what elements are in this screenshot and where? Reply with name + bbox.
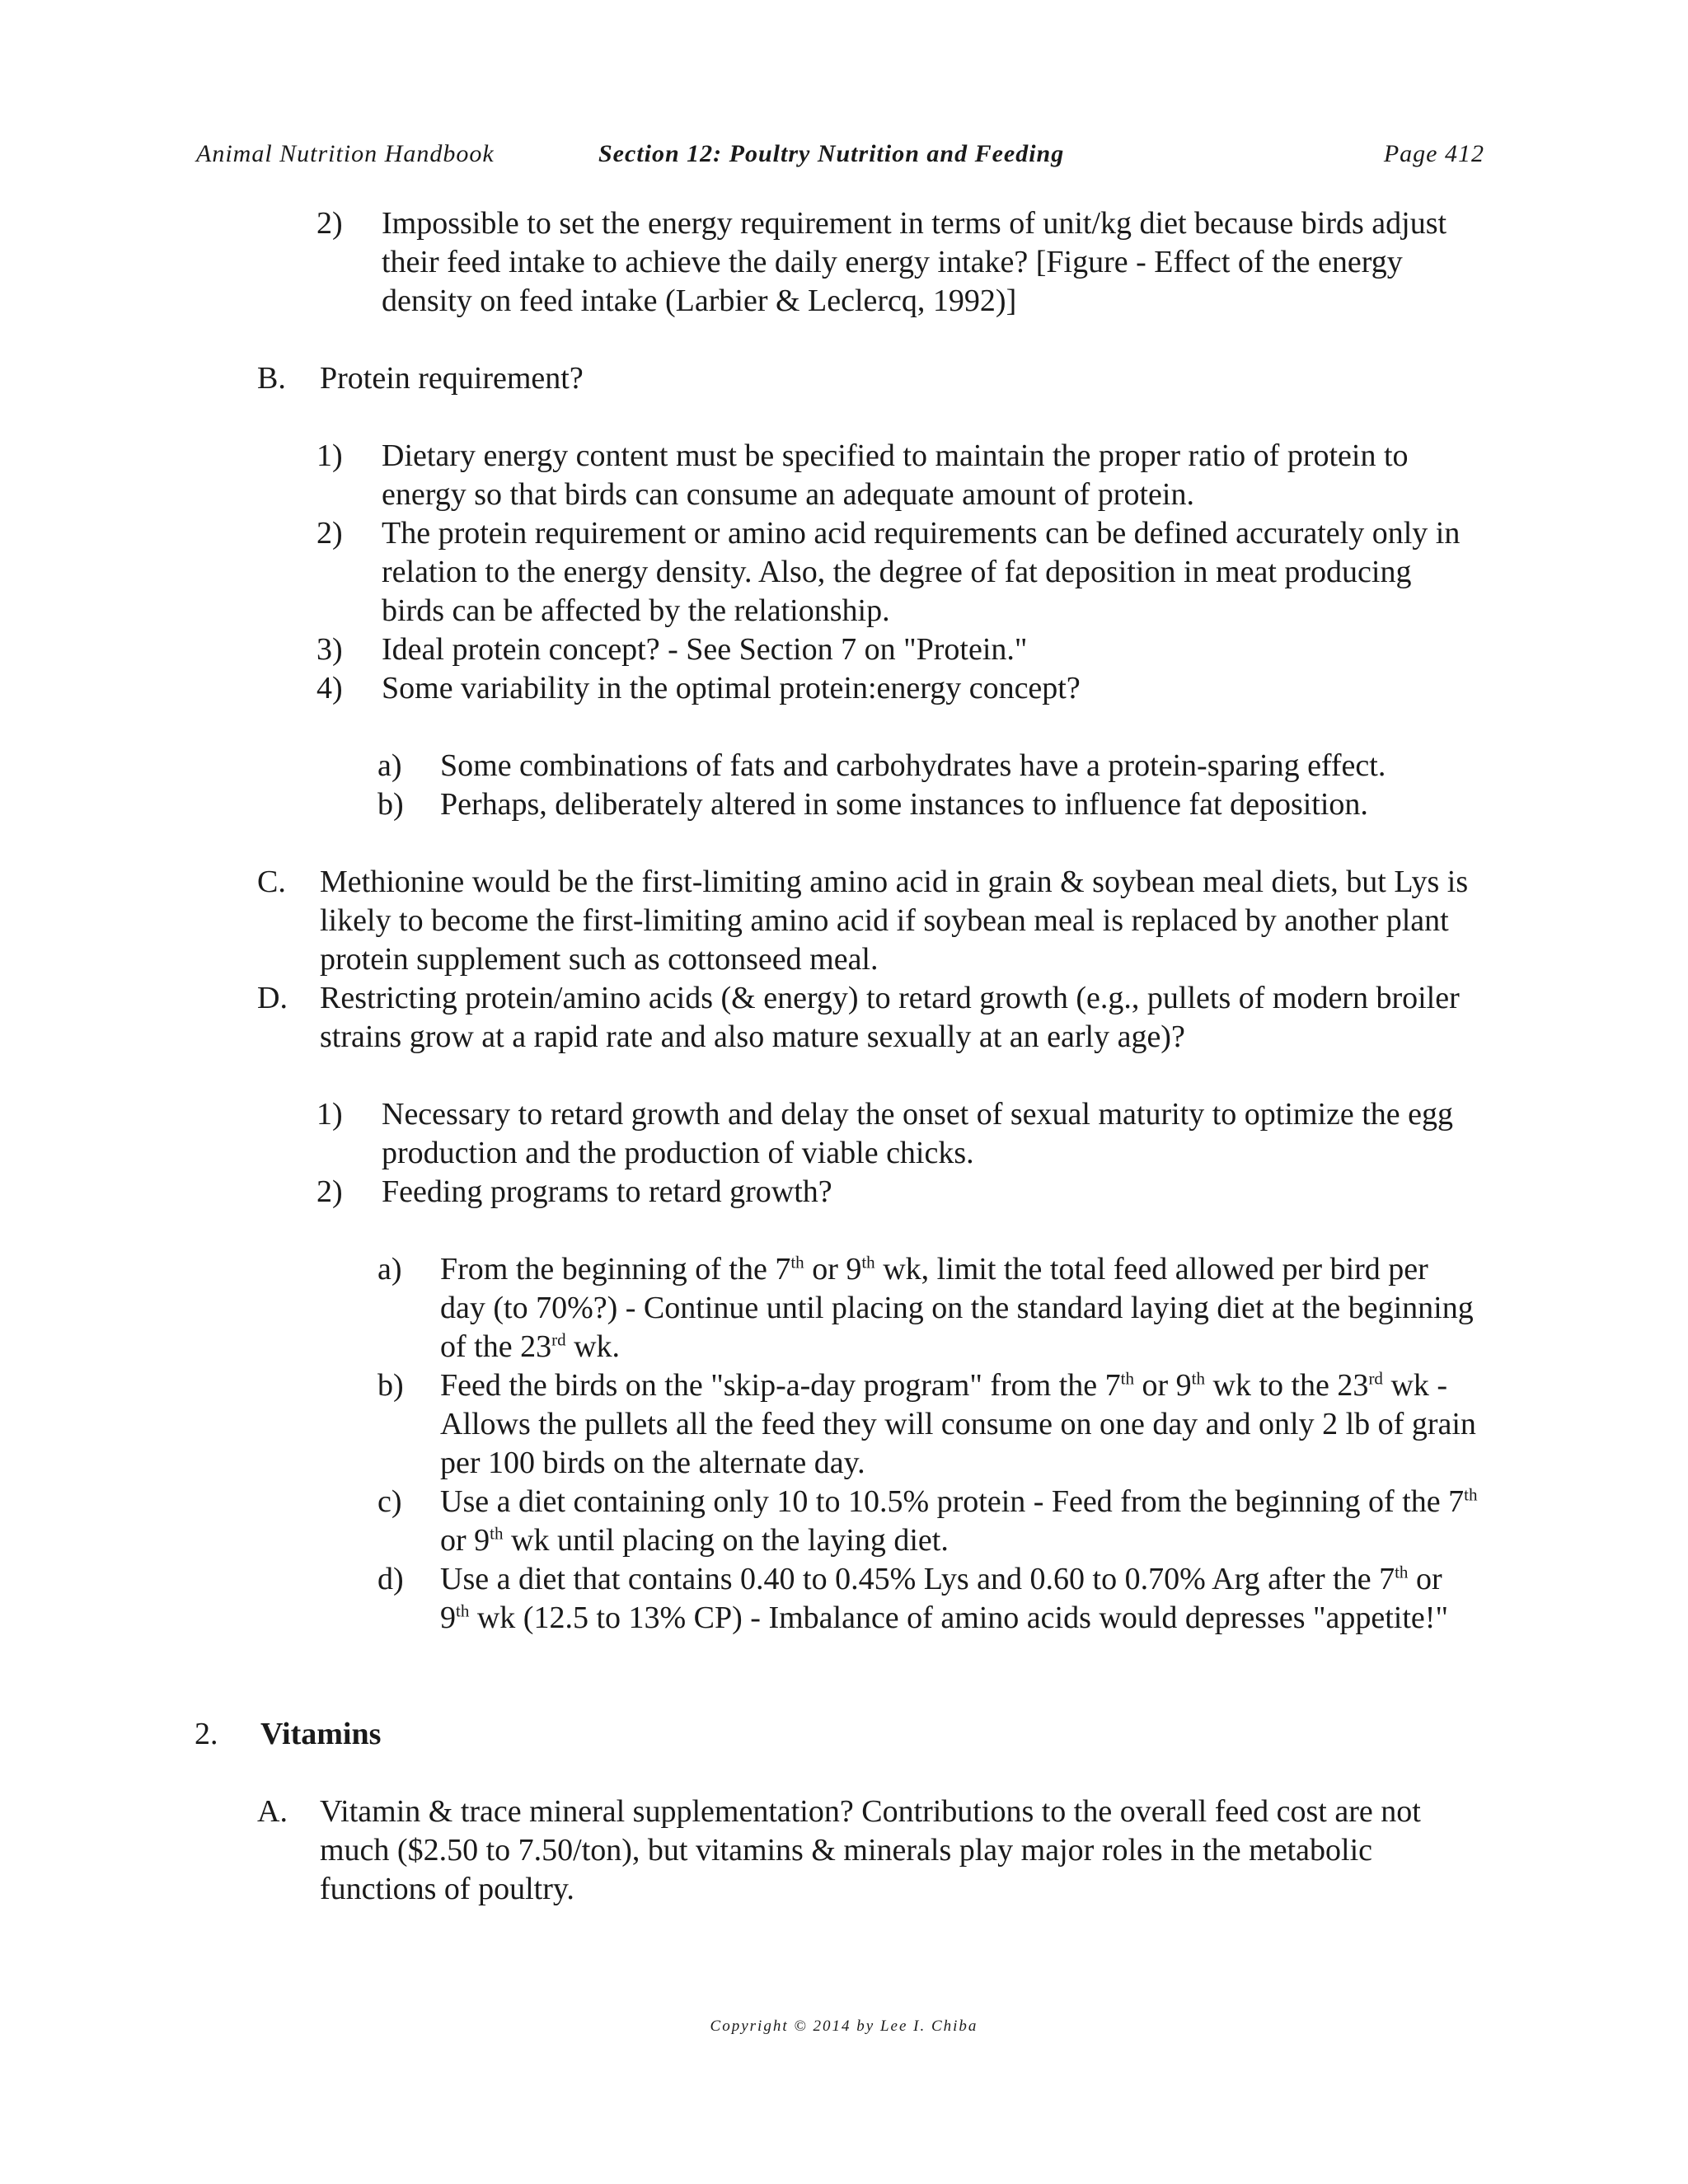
ordinal-suffix: rd (551, 1329, 566, 1350)
list-item-D1 (316, 1095, 1479, 1173)
item-marker: b) (377, 1368, 404, 1403)
item-marker: b) (377, 787, 404, 822)
list-item-D2b (377, 1366, 1479, 1483)
item-text: Feeding programs to retard growth? (382, 1174, 832, 1209)
header-book-title: Animal Nutrition Handbook (196, 140, 495, 167)
list-item-D2 (316, 1173, 1479, 1212)
item-marker: 3) (316, 632, 343, 667)
item-marker: 2) (316, 206, 343, 241)
ordinal-suffix: th (490, 1523, 504, 1544)
list-item-B4b (377, 785, 1479, 824)
item-marker: 2) (316, 516, 343, 551)
list-item-energy-2 (316, 204, 1479, 321)
list-item-D (257, 979, 1479, 1057)
item-marker: a) (377, 748, 402, 783)
ordinal-suffix: th (1395, 1562, 1409, 1582)
header-section-title: Section 12: Poultry Nutrition and Feeding (598, 140, 1065, 167)
list-item-D2a (377, 1250, 1479, 1366)
list-item-B1 (316, 437, 1479, 514)
item-marker: A. (257, 1794, 288, 1829)
item-marker: 4) (316, 671, 343, 705)
item-text: Impossible to set the energy requirement in terms of unit/kg diet because birds adjust their feed intake to achieve the daily energy intake? [Figure - Effect of the energy density on feed intake (Larbier & Leclercq, 1992)] (382, 206, 1447, 318)
item-text: Feed the birds on the "skip-a-day program" from the 7th or 9th wk to the 23rd wk - Allows the pullets all the feed they will consume on one day and only 2 lb of grain per 100 birds on the alternate day. (440, 1368, 1476, 1480)
copyright-footer: Copyright © 2014 by Lee I. Chiba (710, 2018, 978, 2035)
list-item-B4 (316, 669, 1479, 708)
item-marker: 2) (316, 1174, 343, 1209)
item-text: Use a diet that contains 0.40 to 0.45% Lys and 0.60 to 0.70% Arg after the 7th or 9th wk (12.5 to 13% CP) - Imbalance of amino acids would depresses "appetite!" (440, 1562, 1448, 1635)
item-marker: C. (257, 865, 286, 899)
ordinal-suffix: th (1464, 1484, 1478, 1505)
list-item-B3 (316, 630, 1479, 669)
list-item-VA (257, 1793, 1479, 1909)
item-text: The protein requirement or amino acid requirements can be defined accurately only in relation to the energy density. Also, the degree of fat deposition in meat producing birds can be affected by the relationship. (382, 516, 1461, 628)
item-marker: 1) (316, 438, 343, 473)
item-text: Restricting protein/amino acids (& energy) to retard growth (e.g., pullets of modern broiler strains grow at a rapid rate and also mature sexually at an early age)? (320, 981, 1460, 1054)
list-item-B2 (316, 514, 1479, 630)
item-text: Vitamin & trace mineral supplementation? Contributions to the overall feed cost are not much ($2.50 to 7.50/ton), but vitamins & minerals play major roles in the metabolic functions of poultry. (320, 1794, 1421, 1906)
item-text: Dietary energy content must be specified to maintain the proper ratio of protein to energy so that birds can consume an adequate amount of protein. (382, 438, 1409, 512)
item-text: Methionine would be the first-limiting amino acid in grain & soybean meal diets, but Lys is likely to become the first-limiting amino acid if soybean meal is replaced by another plant protein supplement such as cottonseed meal. (320, 865, 1469, 977)
item-marker: a) (377, 1252, 402, 1286)
item-text: Some variability in the optimal protein:energy concept? (382, 671, 1081, 705)
section-title: Vitamins (260, 1717, 382, 1751)
ordinal-suffix: th (1191, 1368, 1205, 1389)
item-marker: c) (377, 1484, 402, 1519)
item-marker: 1) (316, 1097, 343, 1132)
item-text: Use a diet containing only 10 to 10.5% protein - Feed from the beginning of the 7th or 9th wk until placing on the laying diet. (440, 1484, 1478, 1558)
ordinal-suffix: th (861, 1252, 875, 1272)
item-text: From the beginning of the 7th or 9th wk, limit the total feed allowed per bird per day (to 70%?) - Continue until placing on the standard laying diet at the beginning of the 23rd wk. (440, 1252, 1474, 1364)
list-item-B (257, 359, 1479, 398)
ordinal-suffix: th (1120, 1368, 1134, 1389)
item-marker: 2. (195, 1717, 218, 1751)
item-text: Some combinations of fats and carbohydrates have a protein-sparing effect. (440, 748, 1386, 783)
section-heading-vitamins (195, 1715, 1479, 1754)
ordinal-suffix: th (790, 1252, 804, 1272)
item-marker: B. (257, 361, 286, 396)
item-marker: d) (377, 1562, 404, 1596)
list-item-D2d (377, 1560, 1479, 1638)
item-text: Protein requirement? (320, 361, 584, 396)
ordinal-suffix: th (456, 1601, 470, 1621)
list-item-B4a (377, 747, 1479, 785)
list-item-D2c (377, 1483, 1479, 1560)
item-text: Perhaps, deliberately altered in some instances to influence fat deposition. (440, 787, 1368, 822)
list-item-C (257, 863, 1479, 979)
item-marker: D. (257, 981, 288, 1015)
item-text: Necessary to retard growth and delay the onset of sexual maturity to optimize the egg production and the production of viable chicks. (382, 1097, 1454, 1170)
header-page-number: Page 412 (1383, 140, 1484, 167)
item-text: Ideal protein concept? - See Section 7 on "Protein." (382, 632, 1028, 667)
ordinal-suffix: rd (1368, 1368, 1383, 1389)
